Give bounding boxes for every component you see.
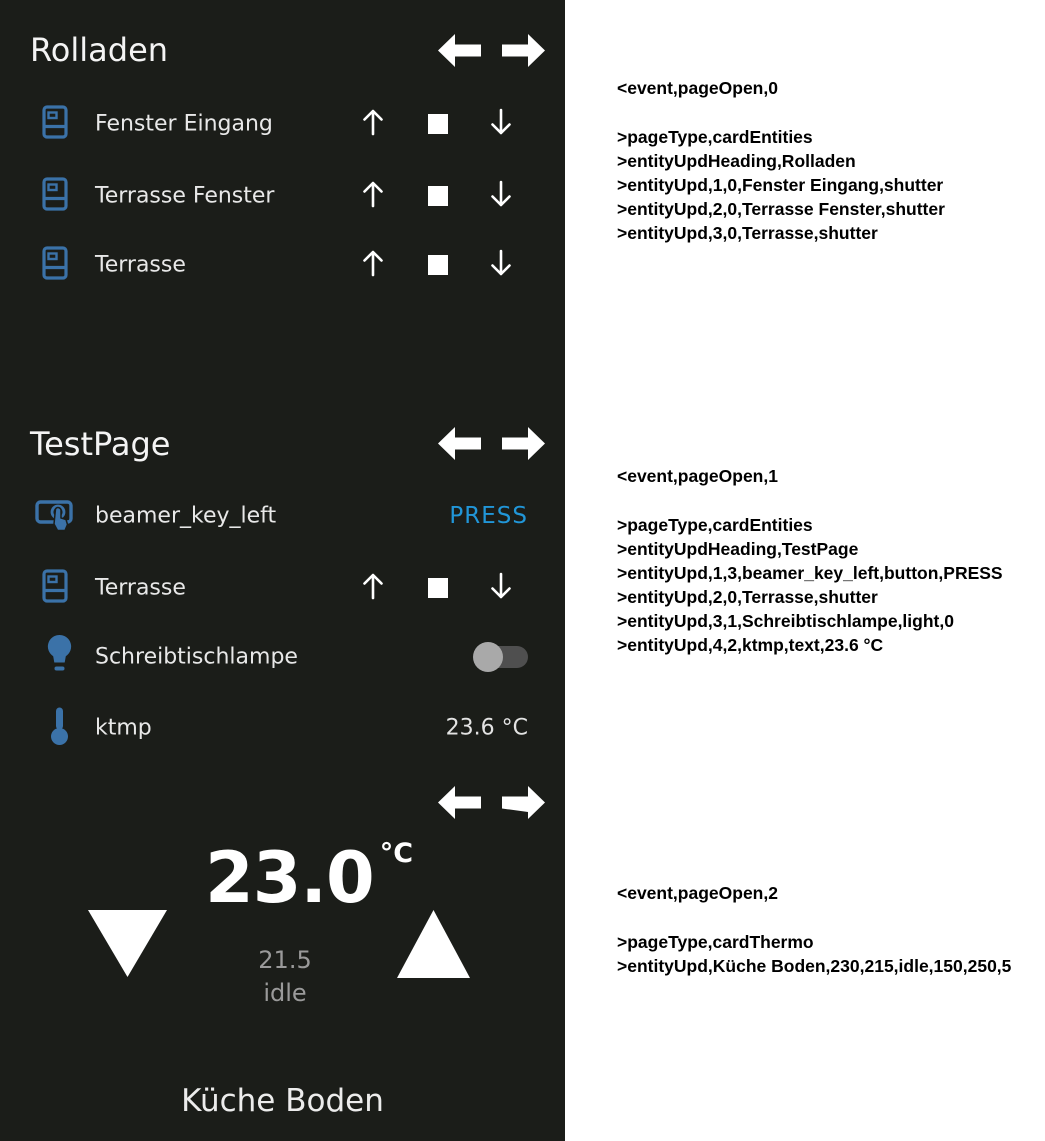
shutter-stop-button[interactable] bbox=[428, 255, 448, 275]
entity-label: beamer_key_left bbox=[95, 503, 277, 529]
log-line: >entityUpd,Küche Boden,230,215,idle,150,250,5 bbox=[617, 956, 1012, 976]
entity-label: Terrasse Fenster bbox=[95, 183, 275, 209]
shutter-icon bbox=[42, 177, 68, 215]
shutter-icon bbox=[42, 246, 68, 284]
shutter-down-button[interactable] bbox=[489, 108, 513, 140]
arrow-left-icon bbox=[438, 34, 481, 67]
current-temperature-value: 23.0 bbox=[205, 837, 374, 919]
log-line: >pageType,cardEntities bbox=[617, 127, 813, 147]
log-line: >entityUpd,4,2,ktmp,text,23.6 °C bbox=[617, 635, 884, 655]
shutter-icon bbox=[42, 105, 68, 143]
page-heading-testpage: TestPage bbox=[30, 425, 171, 463]
arrow-left-icon bbox=[438, 786, 481, 819]
tap-button-icon bbox=[34, 495, 74, 537]
log-line: >entityUpdHeading,Rolladen bbox=[617, 151, 856, 171]
log-line: >entityUpd,2,0,Terrasse,shutter bbox=[617, 587, 878, 607]
shutter-stop-button[interactable] bbox=[428, 578, 448, 598]
log-line: >entityUpd,3,1,Schreibtischlampe,light,0 bbox=[617, 611, 954, 631]
entity-label: Fenster Eingang bbox=[95, 111, 273, 137]
stop-square-icon bbox=[428, 114, 448, 134]
shutter-up-button[interactable] bbox=[361, 572, 385, 604]
page-prev-button[interactable] bbox=[438, 427, 481, 460]
log-line: >entityUpd,1,3,beamer_key_left,button,PRESS bbox=[617, 563, 1003, 583]
entity-label: Schreibtischlampe bbox=[95, 644, 298, 670]
log-line: >pageType,cardThermo bbox=[617, 932, 814, 952]
log-block-page1 bbox=[617, 464, 1042, 657]
arrow-left-icon bbox=[438, 427, 481, 460]
log-line: >entityUpdHeading,TestPage bbox=[617, 539, 859, 559]
protocol-log bbox=[565, 0, 1045, 1141]
entity-label: ktmp bbox=[95, 715, 152, 741]
temperature-unit: °C bbox=[379, 838, 414, 869]
triangle-up-icon bbox=[397, 910, 470, 978]
current-temperature bbox=[205, 837, 414, 919]
stop-square-icon bbox=[428, 255, 448, 275]
page-prev-button[interactable] bbox=[438, 34, 481, 67]
thermometer-icon bbox=[50, 706, 69, 750]
light-toggle[interactable] bbox=[473, 642, 528, 672]
temp-down-button[interactable] bbox=[88, 910, 167, 981]
entity-label: Terrasse bbox=[95, 575, 186, 601]
shutter-up-button[interactable] bbox=[361, 108, 385, 140]
shutter-up-button[interactable] bbox=[361, 180, 385, 212]
entity-row-terrasse-testpage bbox=[0, 553, 565, 623]
press-button[interactable]: PRESS bbox=[449, 503, 528, 529]
thermostat-title: Küche Boden bbox=[181, 1083, 384, 1119]
page-heading-rolladen: Rolladen bbox=[30, 31, 169, 69]
triangle-down-icon bbox=[88, 910, 167, 977]
shutter-down-button[interactable] bbox=[489, 572, 513, 604]
log-line: >pageType,cardEntities bbox=[617, 515, 813, 535]
entity-row-terrasse-fenster bbox=[0, 161, 565, 231]
shutter-stop-button[interactable] bbox=[428, 186, 448, 206]
page-next-button[interactable] bbox=[502, 427, 545, 460]
entity-row-ktmp bbox=[0, 693, 565, 763]
shutter-down-button[interactable] bbox=[489, 249, 513, 281]
log-block-page0 bbox=[617, 76, 1042, 245]
stop-square-icon bbox=[428, 578, 448, 598]
shutter-up-button[interactable] bbox=[361, 249, 385, 281]
thermostat-state: idle bbox=[263, 979, 307, 1007]
stop-square-icon bbox=[428, 186, 448, 206]
entity-label: Terrasse bbox=[95, 252, 186, 278]
log-line: >entityUpd,2,0,Terrasse Fenster,shutter bbox=[617, 199, 945, 219]
shutter-icon bbox=[42, 569, 68, 607]
lightbulb-icon bbox=[46, 633, 73, 681]
entity-row-fenster-eingang bbox=[0, 89, 565, 159]
setpoint-temperature: 21.5 bbox=[258, 946, 312, 974]
log-event-line: <event,pageOpen,2 bbox=[617, 883, 778, 903]
log-block-page2 bbox=[617, 881, 1042, 978]
log-line: >entityUpd,1,0,Fenster Eingang,shutter bbox=[617, 175, 944, 195]
log-event-line: <event,pageOpen,0 bbox=[617, 78, 778, 98]
entity-row-schreibtischlampe bbox=[0, 622, 565, 692]
log-event-line: <event,pageOpen,1 bbox=[617, 466, 778, 486]
page-next-button[interactable] bbox=[502, 786, 545, 819]
arrow-right-icon bbox=[502, 34, 545, 67]
entity-row-terrasse bbox=[0, 230, 565, 300]
temp-up-button[interactable] bbox=[397, 910, 470, 982]
page-prev-button[interactable] bbox=[438, 786, 481, 819]
arrow-right-icon bbox=[502, 786, 545, 819]
entity-value: 23.6 °C bbox=[445, 715, 528, 741]
arrow-right-icon bbox=[502, 427, 545, 460]
page-next-button[interactable] bbox=[502, 34, 545, 67]
shutter-down-button[interactable] bbox=[489, 180, 513, 212]
shutter-stop-button[interactable] bbox=[428, 114, 448, 134]
entity-row-beamer-key-left bbox=[0, 481, 565, 551]
toggle-knob bbox=[473, 642, 503, 672]
log-line: >entityUpd,3,0,Terrasse,shutter bbox=[617, 223, 878, 243]
